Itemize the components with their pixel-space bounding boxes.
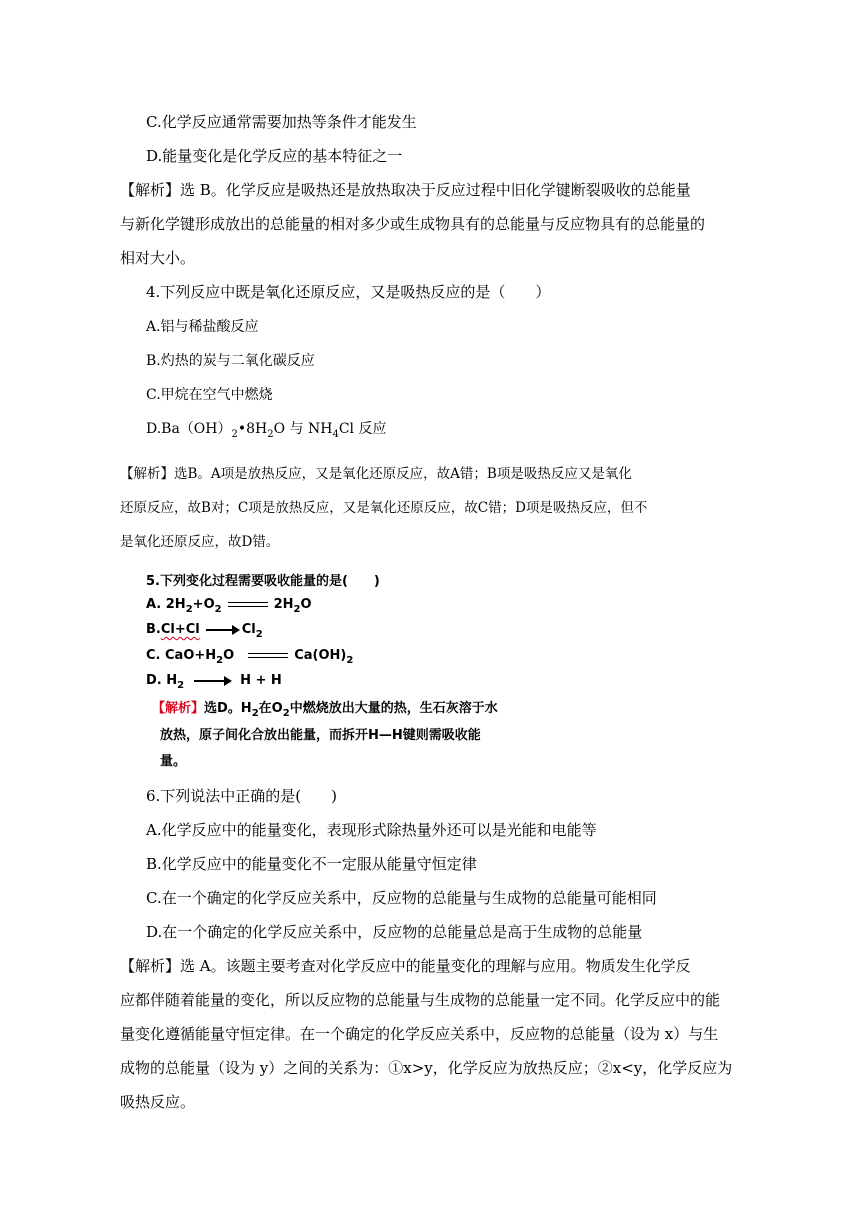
q6-analysis-line3: 量变化遵循能量守恒定律。在一个确定的化学反应关系中，反应物的总能量（设为 x）与生 <box>120 1025 719 1043</box>
q3-analysis-line2: 与新化学键形成放出的总能量的相对多少或生成物具有的总能量与反应物具有的总能量的 <box>120 215 706 233</box>
q5-option-c: C. $CaO+H_2O$ $Ca(OH)_2$ <box>146 648 354 666</box>
q6-option-c: C.在一个确定的化学反应关系中，反应物的总能量与生成物的总能量可能相同 <box>146 889 657 907</box>
q6-option-a: A.化学反应中的能量变化，表现形式除热量外还可以是光能和电能等 <box>146 821 597 839</box>
q6-analysis-line1: 【解析】选 A。该题主要考查对化学反应中的能量变化的理解与应用。物质发生化学反 <box>120 957 691 975</box>
q3-option-d: D.能量变化是化学反应的基本特征之一 <box>146 147 403 165</box>
q3-analysis-line1: 【解析】选 B。化学反应是吸热还是放热取决于反应过程中旧化学键断裂吸收的总能量 <box>120 181 691 199</box>
q5-analysis-line1: 【解析】选D。$H_2$在$O_2$中燃烧放出大量的热，生石灰溶于水 <box>152 701 498 719</box>
arrow-right-icon <box>194 680 230 682</box>
q4-option-a: A.铝与稀盐酸反应 <box>146 319 259 335</box>
arrow-right-icon <box>206 629 238 631</box>
double-line-equals <box>228 602 268 607</box>
q5-analysis-line2: 放热，原子间化合放出能量，而拆开H—H键则需吸收能 <box>160 728 481 743</box>
q4-analysis-line3: 是氧化还原反应，故D错。 <box>120 534 280 550</box>
q5-option-d: D. $H_2$ H + H <box>146 673 282 691</box>
q6-option-d: D.在一个确定的化学反应关系中，反应物的总能量总是高于生成物的总能量 <box>146 923 643 941</box>
q5-option-a: A. $2H_2+O_2$ $2H_2O$ <box>146 597 312 615</box>
q3-analysis-line3: 相对大小。 <box>120 249 196 267</box>
q4-stem: 4.下列反应中既是氧化还原反应，又是吸热反应的是（ ） <box>146 283 551 301</box>
q4-option-c: C.甲烷在空气中燃烧 <box>146 387 273 403</box>
q3-option-c: C.化学反应通常需要加热等条件才能发生 <box>146 113 417 131</box>
q6-option-b: B.化学反应中的能量变化不一定服从能量守恒定律 <box>146 855 477 873</box>
q5-option-b: B.Cl+Cl $Cl_2$ <box>146 622 263 640</box>
q6-stem: 6.下列说法中正确的是( ) <box>146 787 338 805</box>
q4-analysis-line1: 【解析】选B。A项是放热反应，又是氧化还原反应，故A错；B项是吸热反应又是氧化 <box>120 466 632 482</box>
q6-analysis-line2: 应都伴随着能量的变化，所以反应物的总能量与生成物的总能量一定不同。化学反应中的能 <box>120 991 721 1009</box>
q4-option-d: $D.Ba(OH)_2•8H_2O$ 与 $NH_4Cl$ 反应 <box>146 421 387 440</box>
q6-analysis-line4: 成物的总能量（设为 y）之间的关系为：①x>y，化学反应为放热反应；②x<y，化学反应为 <box>120 1059 733 1077</box>
double-line-equals <box>248 653 288 658</box>
q4-option-b: B.灼热的炭与二氧化碳反应 <box>146 353 315 369</box>
q6-analysis-line5: 吸热反应。 <box>120 1093 196 1111</box>
q5-stem: 5.下列变化过程需要吸收能量的是( ) <box>146 574 380 589</box>
q4-analysis-line2: 还原反应，故B对；C项是放热反应，又是氧化还原反应，故C错；D项是吸热反应，但不 <box>120 500 648 516</box>
q5-analysis-line3: 量。 <box>160 754 187 769</box>
